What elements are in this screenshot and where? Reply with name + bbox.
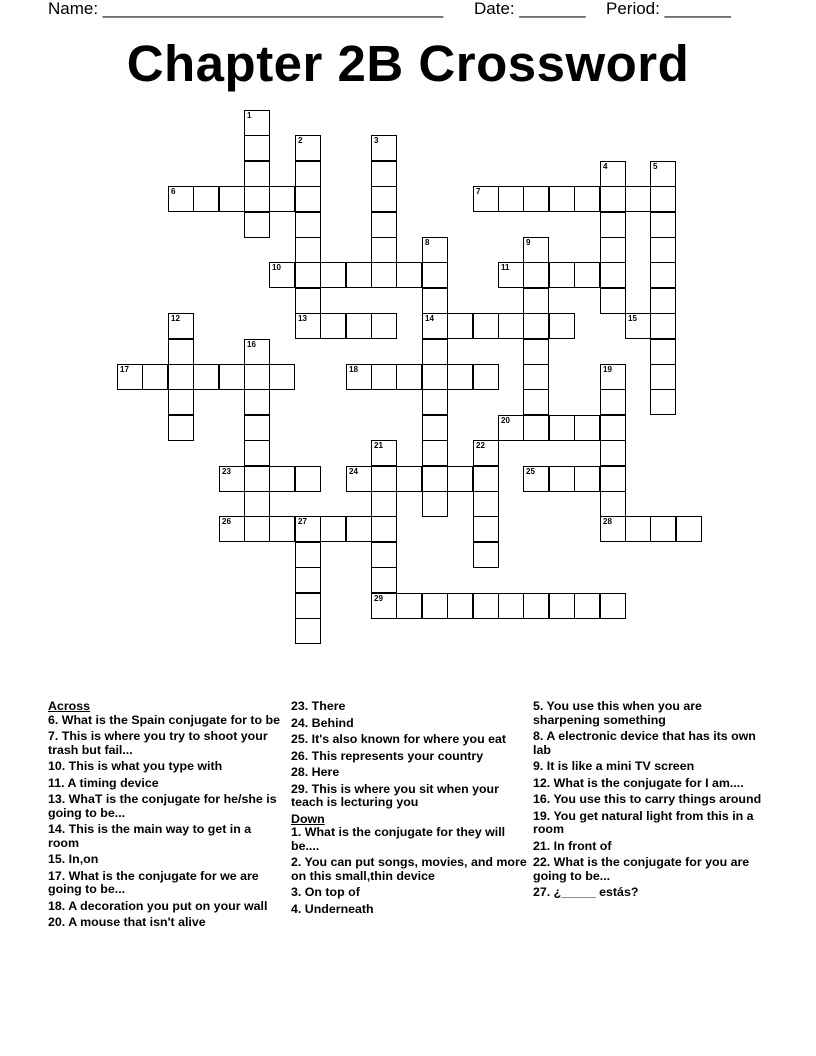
clue-number: 15 (628, 314, 637, 323)
clue-item-text: Here (308, 765, 340, 779)
grid-cell[interactable] (371, 262, 397, 288)
grid-cell[interactable] (244, 364, 270, 390)
clue-number: 2 (298, 136, 303, 145)
grid-cell[interactable] (244, 186, 270, 212)
clues-column-1 (48, 700, 284, 933)
grid-cell[interactable] (346, 313, 372, 339)
clue-number: 29 (374, 594, 383, 603)
clue-number: 24 (349, 467, 358, 476)
grid-cell[interactable] (650, 186, 676, 212)
grid-cell[interactable] (473, 593, 499, 619)
grid-cell[interactable] (142, 364, 168, 390)
clue-item-number: 27. (533, 885, 551, 899)
grid-cell[interactable] (574, 262, 600, 288)
clue-item-number: 29. (291, 781, 309, 796)
clue-number: 11 (501, 263, 510, 272)
grid-cell[interactable] (168, 364, 194, 390)
grid-cell[interactable] (396, 262, 422, 288)
grid-cell[interactable] (396, 364, 422, 390)
grid-cell[interactable] (371, 491, 397, 517)
grid-cell[interactable] (244, 110, 270, 136)
grid-cell[interactable] (600, 262, 626, 288)
clue-item (48, 777, 284, 791)
grid-cell[interactable] (473, 491, 499, 517)
period-field-label[interactable]: Period: _______ (606, 0, 731, 18)
grid-cell[interactable] (650, 288, 676, 314)
grid-cell[interactable] (396, 593, 422, 619)
clue-section-heading: Across (48, 699, 91, 713)
clue-item (291, 717, 527, 731)
clue-item-number: 23. (291, 699, 309, 713)
clue-item-text: This is the main way to get in a room (48, 822, 252, 850)
clue-number: 1 (247, 111, 252, 120)
grid-cell[interactable] (269, 364, 295, 390)
clue-item-number: 14. (48, 822, 66, 836)
clue-item-number: 25. (291, 732, 309, 746)
page-title: Chapter 2B Crossword (126, 35, 690, 92)
clue-item (291, 766, 527, 780)
grid-cell[interactable] (600, 237, 626, 263)
grid-cell[interactable] (600, 288, 626, 314)
clue-item (533, 810, 769, 837)
grid-cell[interactable] (244, 516, 270, 542)
grid-cell[interactable] (269, 262, 295, 288)
grid-cell[interactable] (549, 186, 575, 212)
clue-item (48, 900, 284, 914)
grid-cell[interactable] (650, 313, 676, 339)
grid-cell[interactable] (244, 415, 270, 441)
grid-cell[interactable] (600, 516, 626, 542)
grid-cell[interactable] (422, 237, 448, 263)
clue-item (291, 750, 527, 764)
grid-cell[interactable] (447, 364, 473, 390)
clue-item-text: It is like a mini TV screen (543, 759, 695, 773)
grid-cell[interactable] (219, 466, 245, 492)
clue-item-text: What is the conjugate for I am.... (550, 775, 744, 790)
grid-cell[interactable] (523, 339, 549, 365)
grid-cell[interactable] (295, 237, 321, 263)
clue-item-text: A electronic device that has its own lab (533, 729, 756, 757)
clue-item-number: 1. (291, 825, 302, 839)
grid-cell[interactable] (650, 161, 676, 187)
grid-cell[interactable] (371, 313, 397, 339)
clue-item-text: A timing device (64, 775, 159, 790)
grid-cell[interactable] (676, 516, 702, 542)
grid-cell[interactable] (269, 516, 295, 542)
grid-cell[interactable] (295, 516, 321, 542)
clue-item-number: 10. (48, 759, 66, 773)
grid-cell[interactable] (422, 262, 448, 288)
grid-cell[interactable] (219, 364, 245, 390)
clue-item-number: 24. (291, 715, 309, 730)
grid-cell[interactable] (523, 364, 549, 390)
clue-section-heading: Down (291, 811, 325, 826)
clue-item (48, 793, 284, 820)
clue-item-text: What is the conjugate for we are going to be... (48, 868, 259, 896)
grid-cell[interactable] (574, 466, 600, 492)
clue-item (533, 777, 769, 791)
clue-number: 3 (374, 136, 379, 145)
clue-item (533, 840, 769, 854)
grid-cell[interactable] (523, 288, 549, 314)
grid-cell[interactable] (244, 161, 270, 187)
grid-cell[interactable] (295, 542, 321, 568)
grid-cell[interactable] (219, 516, 245, 542)
clue-item-number: 19. (533, 808, 551, 823)
grid-cell[interactable] (523, 389, 549, 415)
grid-cell[interactable] (650, 389, 676, 415)
clue-item-number: 6. (48, 712, 59, 727)
grid-cell[interactable] (320, 313, 346, 339)
clue-item (291, 783, 527, 810)
grid-cell[interactable] (549, 593, 575, 619)
grid-cell[interactable] (244, 466, 270, 492)
clue-item-number: 17. (48, 868, 66, 883)
clue-number: 25 (526, 467, 535, 476)
grid-cell[interactable] (371, 542, 397, 568)
clue-number: 7 (476, 187, 481, 196)
grid-cell[interactable] (600, 212, 626, 238)
clue-number: 5 (653, 162, 658, 171)
grid-cell[interactable] (650, 262, 676, 288)
grid-cell[interactable] (346, 364, 372, 390)
grid-cell[interactable] (498, 186, 524, 212)
clue-item-text: This is where you sit when your teach is lecturing you (291, 781, 499, 809)
clue-item (533, 700, 769, 727)
grid-cell[interactable] (650, 364, 676, 390)
clue-number: 10 (272, 263, 281, 272)
grid-cell[interactable] (295, 567, 321, 593)
grid-cell[interactable] (371, 593, 397, 619)
clue-item-text: You use this to carry things around (550, 792, 762, 806)
clue-item (48, 730, 284, 757)
grid-cell[interactable] (269, 186, 295, 212)
clue-item-text: A decoration you put on your wall (65, 898, 268, 913)
clue-item-text: This represents your country (308, 748, 484, 763)
grid-cell[interactable] (473, 186, 499, 212)
clue-item (533, 886, 769, 900)
clue-item-text: A mouse that isn't alive (65, 915, 206, 929)
grid-cell[interactable] (371, 466, 397, 492)
grid-cell[interactable] (371, 237, 397, 263)
grid-cell[interactable] (498, 593, 524, 619)
grid-cell[interactable] (422, 415, 448, 441)
grid-cell[interactable] (650, 516, 676, 542)
clue-number: 17 (120, 365, 129, 374)
grid-cell[interactable] (498, 313, 524, 339)
grid-cell[interactable] (473, 364, 499, 390)
grid-cell[interactable] (295, 313, 321, 339)
clue-number: 28 (603, 517, 612, 526)
grid-cell[interactable] (574, 186, 600, 212)
clue-item (48, 853, 284, 867)
grid-cell[interactable] (422, 466, 448, 492)
clue-item-number: 5. (533, 699, 544, 713)
clue-number: 18 (349, 365, 358, 374)
clue-number: 22 (476, 441, 485, 450)
clue-number: 27 (298, 517, 307, 526)
clue-item-number: 8. (533, 729, 544, 743)
grid-cell[interactable] (523, 186, 549, 212)
grid-cell[interactable] (600, 161, 626, 187)
grid-cell[interactable] (523, 313, 549, 339)
clue-item (291, 700, 527, 714)
grid-cell[interactable] (422, 593, 448, 619)
grid-cell[interactable] (625, 313, 651, 339)
clue-item (48, 916, 284, 930)
clue-item-text: On top of (301, 885, 360, 899)
grid-cell[interactable] (244, 212, 270, 238)
grid-cell[interactable] (295, 618, 321, 644)
grid-cell[interactable] (473, 516, 499, 542)
clue-item-number: 16. (533, 792, 551, 806)
grid-cell[interactable] (600, 491, 626, 517)
grid-cell[interactable] (117, 364, 143, 390)
grid-cell[interactable] (473, 542, 499, 568)
clues-column-3 (533, 700, 769, 903)
clue-item-number: 13. (48, 792, 66, 806)
clue-item-number: 7. (48, 729, 59, 743)
name-field-label[interactable]: Name: ____________________________________ (48, 0, 444, 18)
grid-cell[interactable] (371, 186, 397, 212)
grid-cell[interactable] (600, 186, 626, 212)
grid-cell[interactable] (549, 415, 575, 441)
clue-number: 12 (171, 314, 180, 323)
grid-cell[interactable] (371, 567, 397, 593)
grid-cell[interactable] (295, 161, 321, 187)
clue-item-text: You can put songs, movies, and more on this small,thin device (291, 855, 527, 883)
grid-cell[interactable] (219, 186, 245, 212)
clue-item (48, 870, 284, 897)
grid-cell[interactable] (346, 516, 372, 542)
grid-cell[interactable] (422, 440, 448, 466)
clue-number: 6 (171, 187, 176, 196)
clue-item-text: It's also known for where you eat (308, 732, 507, 746)
clue-number: 26 (222, 517, 231, 526)
grid-cell[interactable] (600, 593, 626, 619)
grid-cell[interactable] (600, 389, 626, 415)
clues-column-2 (291, 700, 527, 919)
grid-cell[interactable] (320, 262, 346, 288)
grid-cell[interactable] (320, 516, 346, 542)
grid-cell[interactable] (168, 415, 194, 441)
clue-item (533, 856, 769, 883)
clue-item-text: ¿_____ estás? (550, 885, 639, 899)
grid-cell[interactable] (422, 389, 448, 415)
grid-cell[interactable] (473, 466, 499, 492)
clue-number: 14 (425, 314, 434, 323)
grid-cell[interactable] (523, 466, 549, 492)
grid-cell[interactable] (422, 339, 448, 365)
grid-cell[interactable] (447, 466, 473, 492)
clue-item-number: 22. (533, 855, 551, 869)
grid-cell[interactable] (168, 313, 194, 339)
clue-number: 23 (222, 467, 231, 476)
grid-cell[interactable] (498, 262, 524, 288)
grid-cell[interactable] (625, 186, 651, 212)
grid-cell[interactable] (625, 516, 651, 542)
clue-item-text: What is the Spain conjugate for to be (58, 712, 281, 727)
grid-cell[interactable] (600, 466, 626, 492)
grid-cell[interactable] (523, 262, 549, 288)
grid-cell[interactable] (244, 339, 270, 365)
grid-cell[interactable] (168, 186, 194, 212)
grid-cell[interactable] (574, 593, 600, 619)
grid-cell[interactable] (295, 262, 321, 288)
clue-number: 21 (374, 441, 383, 450)
grid-cell[interactable] (650, 237, 676, 263)
grid-cell[interactable] (422, 364, 448, 390)
clue-item-text: Underneath (301, 901, 374, 916)
grid-cell[interactable] (422, 491, 448, 517)
clue-item-text: In front of (550, 838, 612, 853)
grid-cell[interactable] (346, 262, 372, 288)
grid-cell[interactable] (447, 593, 473, 619)
grid-cell[interactable] (549, 262, 575, 288)
clue-item-number: 4. (291, 901, 302, 916)
clue-item-number: 26. (291, 748, 309, 763)
grid-cell[interactable] (549, 466, 575, 492)
grid-cell[interactable] (295, 186, 321, 212)
grid-cell[interactable] (650, 339, 676, 365)
clue-item-text: Behind (308, 715, 354, 730)
clue-number: 4 (603, 162, 608, 171)
clue-item-text: You get natural light from this in a room (533, 808, 754, 836)
grid-cell[interactable] (168, 389, 194, 415)
clue-item (48, 760, 284, 774)
clue-item (48, 823, 284, 850)
clue-item (291, 903, 527, 917)
clue-number: 16 (247, 340, 256, 349)
grid-cell[interactable] (168, 339, 194, 365)
grid-cell[interactable] (473, 313, 499, 339)
clue-item-text: What is the conjugate for you are going to be... (533, 855, 750, 883)
clue-item (291, 856, 527, 883)
grid-cell[interactable] (600, 415, 626, 441)
grid-cell[interactable] (244, 135, 270, 161)
clue-item-text: What is the conjugate for they will be.... (291, 825, 506, 853)
clue-item-number: 9. (533, 759, 544, 773)
clue-number: 8 (425, 238, 430, 247)
grid-cell[interactable] (244, 389, 270, 415)
clue-item (291, 826, 527, 853)
clue-number: 9 (526, 238, 531, 247)
grid-cell[interactable] (371, 516, 397, 542)
grid-cell[interactable] (600, 364, 626, 390)
clue-item-number: 2. (291, 855, 302, 869)
grid-cell[interactable] (269, 466, 295, 492)
clue-item-number: 20. (48, 915, 66, 929)
grid-cell[interactable] (244, 440, 270, 466)
grid-cell[interactable] (346, 466, 372, 492)
grid-cell[interactable] (600, 440, 626, 466)
grid-cell[interactable] (473, 440, 499, 466)
clue-item (48, 714, 284, 728)
grid-cell[interactable] (574, 415, 600, 441)
clue-item (533, 793, 769, 807)
grid-cell[interactable] (422, 313, 448, 339)
clue-item-text: WhaT is the conjugate for he/she is going to be... (48, 792, 277, 820)
grid-cell[interactable] (295, 593, 321, 619)
grid-cell[interactable] (422, 288, 448, 314)
clue-item-text: This is what you type with (65, 759, 223, 773)
grid-cell[interactable] (523, 237, 549, 263)
grid-cell[interactable] (295, 135, 321, 161)
grid-cell[interactable] (193, 364, 219, 390)
grid-cell[interactable] (396, 466, 422, 492)
grid-cell[interactable] (523, 415, 549, 441)
clue-item-number: 11. (48, 775, 65, 790)
clue-item-number: 3. (291, 885, 302, 899)
clue-item-number: 18. (48, 898, 66, 913)
grid-cell[interactable] (549, 313, 575, 339)
grid-cell[interactable] (650, 212, 676, 238)
clue-item-number: 28. (291, 765, 309, 779)
grid-cell[interactable] (244, 491, 270, 517)
clue-item (533, 730, 769, 757)
grid-cell[interactable] (295, 288, 321, 314)
clue-item-number: 21. (533, 838, 551, 853)
grid-cell[interactable] (523, 593, 549, 619)
grid-cell[interactable] (295, 212, 321, 238)
clue-number: 19 (603, 365, 612, 374)
grid-cell[interactable] (447, 313, 473, 339)
grid-cell[interactable] (371, 161, 397, 187)
clue-number: 20 (501, 416, 510, 425)
clue-item (533, 760, 769, 774)
clue-item (291, 733, 527, 747)
grid-cell[interactable] (371, 440, 397, 466)
grid-cell[interactable] (371, 135, 397, 161)
grid-cell[interactable] (193, 186, 219, 212)
grid-cell[interactable] (295, 466, 321, 492)
clue-item-number: 12. (533, 775, 551, 790)
grid-cell[interactable] (498, 415, 524, 441)
grid-cell[interactable] (371, 364, 397, 390)
clue-item-text: There (308, 699, 346, 713)
date-field-label[interactable]: Date: _______ (474, 0, 586, 18)
clue-item-number: 15. (48, 852, 66, 866)
clue-item-text: In,on (65, 852, 99, 866)
clue-item-text: This is where you try to shoot your trash but fail... (48, 729, 268, 757)
clue-item-text: You use this when you are sharpening something (533, 699, 702, 727)
grid-cell[interactable] (371, 212, 397, 238)
clue-number: 13 (298, 314, 307, 323)
clue-item (291, 886, 527, 900)
